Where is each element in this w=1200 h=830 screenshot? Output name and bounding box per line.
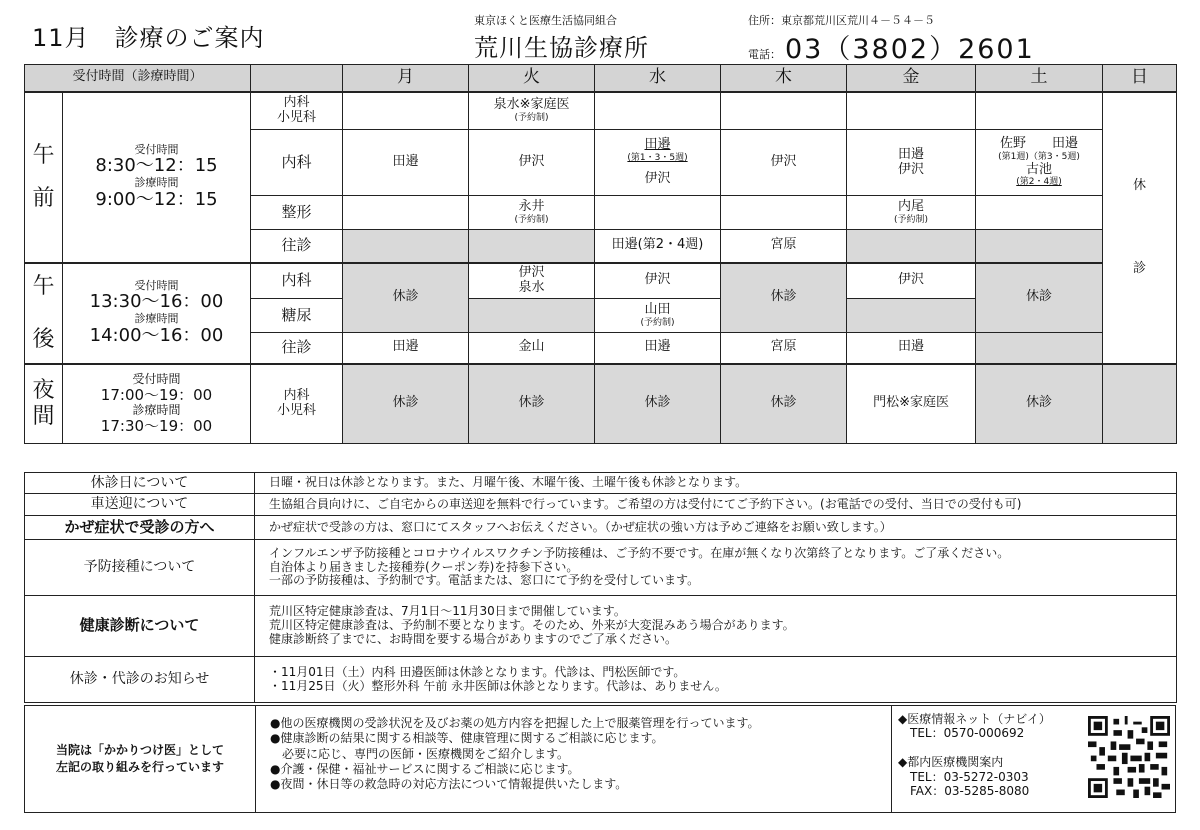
cell-pm-hv-fri: 田邉 (847, 333, 976, 364)
dept-name: 糖尿 (251, 299, 343, 333)
cell-pm-int-mon: 休診 (343, 263, 469, 333)
clinic-name: 荒川生協診療所 (474, 34, 649, 62)
cell-pm-int-sat: 休診 (976, 263, 1103, 333)
header-sat: 土 (976, 65, 1103, 92)
dept-name: 内科 小児科 (251, 92, 343, 130)
info-row (25, 473, 1177, 494)
sunday-closed: 休 診 (1103, 92, 1177, 364)
info-row (25, 516, 1177, 540)
page-title: 11月 診療のご案内 (32, 24, 265, 52)
info-label: 休診・代診のお知らせ (25, 657, 255, 703)
phone-label: 電話： (748, 48, 781, 61)
phone-number: 03（3802）2601 (785, 34, 1035, 65)
org-name: 東京ほくと医療生活協同組合 (474, 14, 617, 27)
cell-am-int-sat: 佐野 田邉 (第1週)（第3・5週) 古池 (第2・4週) (976, 130, 1103, 196)
cell-pm-int-wed: 伊沢 (595, 263, 721, 299)
kakaritsuke-section (24, 705, 1176, 813)
am-label: 午 前 (25, 92, 63, 263)
cell-pm-hv-wed: 田邉 (595, 333, 721, 364)
info-text: ・11月01日（土）内科 田邉医師は休診となります。代診は、門松医師です。 ・11月25日（火）整形外科 午前 永井医師は休診となります。代診は、ありません。 (255, 657, 1177, 703)
cell-night-fri: 門松※家庭医 (847, 364, 976, 444)
cell-am-hv-wed: 田邉(第2・4週) (595, 230, 721, 263)
dept-name: 内科 小児科 (251, 364, 343, 444)
header-tue: 火 (469, 65, 595, 92)
info-text: インフルエンザ予防接種とコロナウイルスワクチン予防接種は、ご予約不要です。在庫が無くなり次第終了となります。ご了承ください。 自治体より届きました接種券(クーポン券)を持参下さい。 一部の予防接種は、予約制です。電話または、窓口にて予約を受付しています。 (255, 540, 1177, 596)
cell-am-int-tue: 伊沢 (469, 130, 595, 196)
address: 住所：東京都荒川区荒川４－５４－５ (748, 14, 935, 27)
cell-night-wed: 休診 (595, 364, 721, 444)
header-wed: 水 (595, 65, 721, 92)
night-label: 夜 間 (25, 364, 63, 444)
dept-name: 整形 (251, 196, 343, 230)
pm-times: 受付時間 13:30〜16：00 診療時間 14:00〜16：00 (63, 263, 251, 364)
header-mon: 月 (343, 65, 469, 92)
am-row-pediatrics (25, 92, 1177, 130)
cell-night-thu: 休診 (721, 364, 847, 444)
kakaritsuke-items: ●他の医療機関の受診状況を及びお薬の処方内容を把握した上で服薬管理を行っています。 ●健康診断の結果に関する相談等、健康管理に関するご相談に応じます。 必要に応じ、専門の医師・医療機関をご紹介します。 ●介護・保健・福祉サービスに関するご相談に応じます。 ●夜間・休日等の救急時の対応方法について情報提供いたします。 (270, 716, 760, 792)
schedule-header-row (25, 65, 1177, 92)
info-row (25, 596, 1177, 657)
info-label: 予防接種について (25, 540, 255, 596)
cell-night-tue: 休診 (469, 364, 595, 444)
contact-box (891, 706, 1176, 812)
cell-pm-hv-thu: 宮原 (721, 333, 847, 364)
cell-am-int-mon: 田邉 (343, 130, 469, 196)
pm-row-internal (25, 263, 1177, 299)
cell-night-sat: 休診 (976, 364, 1103, 444)
cell-pm-hv-tue: 金山 (469, 333, 595, 364)
dept-name: 内科 (251, 263, 343, 299)
header (0, 0, 1200, 65)
cell-am-hv-thu: 宮原 (721, 230, 847, 263)
header-fri: 金 (847, 65, 976, 92)
info-row (25, 540, 1177, 596)
header-thu: 木 (721, 65, 847, 92)
cell-night-mon: 休診 (343, 364, 469, 444)
info-row (25, 494, 1177, 516)
schedule-table (24, 64, 1177, 444)
kakaritsuke-label: 当院は「かかりつけ医」として 左記の取り組みを行っています (25, 706, 256, 812)
header-sun: 日 (1103, 65, 1177, 92)
info-text: 日曜・祝日は休診となります。また、月曜午後、木曜午後、土曜午後も休診となります。 (255, 473, 1177, 494)
cell-pm-hv-mon: 田邉 (343, 333, 469, 364)
contact-info: ◆医療情報ネット（ナビイ） TEL：0570-000692 ◆都内医療機関案内 TEL：03-5272-0303 FAX：03-5285-8080 (898, 712, 1051, 798)
dept-name: 往診 (251, 333, 343, 364)
info-label: 健康診断について (25, 596, 255, 657)
dept-name: 内科 (251, 130, 343, 196)
cell-am-ortho-fri: 内尾 (予約制) (847, 196, 976, 230)
am-times: 受付時間 8:30〜12：15 診療時間 9:00〜12：15 (63, 92, 251, 263)
info-text: かぜ症状で受診の方は、窓口にてスタッフへお伝えください。（かぜ症状の強い方は予めご連絡をお願い致します。） (255, 516, 1177, 540)
cell-am-ped-tue: 泉水※家庭医 (予約制) (469, 92, 595, 130)
night-times: 受付時間 17:00〜19：00 診療時間 17:30〜19：00 (63, 364, 251, 444)
header-dept (251, 65, 343, 92)
cell-am-int-wed: 田邉 (第1・3・5週) 伊沢 (595, 130, 721, 196)
dept-name: 往診 (251, 230, 343, 263)
info-text: 荒川区特定健康診査は、7月1日〜11月30日まで開催しています。 荒川区特定健康診査は、予約制不要となります。そのため、外来が大変混みあう場合があります。 健康診断終了までに、お時間を要する場合がありますのでご了承ください。 (255, 596, 1177, 657)
phone (748, 27, 1035, 66)
info-text: 生協組合員向けに、ご自宅からの車送迎を無料で行っています。ご希望の方は受付にてご予約下さい。(お電話での受付、当日での受付も可) (255, 494, 1177, 516)
cell-pm-int-fri: 伊沢 (847, 263, 976, 299)
cell-pm-int-tue: 伊沢 泉水 (469, 263, 595, 299)
pm-label: 午 後 (25, 263, 63, 364)
cell-am-int-fri: 田邉 伊沢 (847, 130, 976, 196)
night-row (25, 364, 1177, 444)
info-label: 休診日について (25, 473, 255, 494)
cell-pm-int-thu: 休診 (721, 263, 847, 333)
cell-am-ortho-tue: 永井 (予約制) (469, 196, 595, 230)
qr-code-icon (1088, 716, 1170, 798)
info-row (25, 657, 1177, 703)
info-label: かぜ症状で受診の方へ (25, 516, 255, 540)
header-reception-time: 受付時間（診療時間） (25, 65, 251, 92)
cell-pm-dia-wed: 山田 (予約制) (595, 299, 721, 333)
info-table (24, 472, 1177, 703)
cell-am-int-thu: 伊沢 (721, 130, 847, 196)
info-label: 車送迎について (25, 494, 255, 516)
